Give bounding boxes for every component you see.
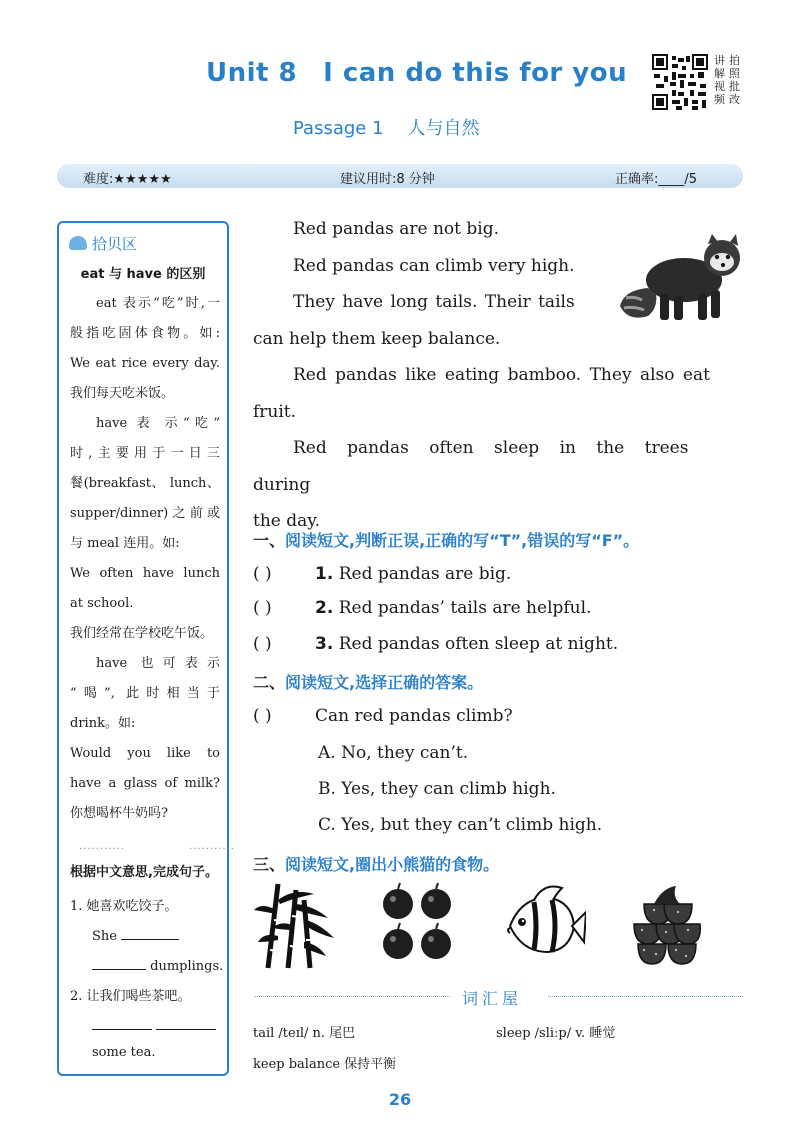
qr-code-icon[interactable] (652, 54, 708, 110)
note-line: eat 表示“吃”时,一 (96, 296, 220, 311)
qr-caption: 讲 拍 解 照 视 批 频 改 (714, 54, 740, 106)
passage-line: can help them keep balance. (253, 328, 501, 349)
note-line: 时,主要用于一日三 (70, 446, 220, 461)
note-line: We often have lunch (70, 566, 220, 581)
fish-image[interactable] (504, 880, 586, 966)
section-1-heading: 一、阅读短文,判断正误,正确的写“T”,错误的写“F”。 (253, 531, 640, 550)
answer-blank[interactable] (121, 925, 179, 940)
task-2-line-b: some tea. (92, 1045, 156, 1060)
passage-line: Red pandas are not big. (293, 219, 500, 239)
passage-line: Red pandas like eating bamboo. They also eat (293, 365, 710, 385)
section-2-heading: 二、阅读短文,选择正确的答案。 (253, 673, 484, 692)
note-line: 我们每天吃米饭。 (70, 386, 175, 401)
note-line: 般指吃固体食物。如: (70, 326, 220, 341)
vocab-divider-right (548, 996, 743, 997)
question-3: ( ) 3. Red pandas often sleep at night. (253, 634, 619, 654)
page-number: 26 (388, 1090, 412, 1109)
note-line: have 表 示“吃” (96, 416, 220, 431)
strawberries-image[interactable] (632, 880, 702, 966)
answer-bracket[interactable]: ( ) (253, 598, 272, 618)
option-b[interactable]: B. Yes, they can climb high. (318, 779, 556, 799)
answer-blank[interactable] (156, 1015, 216, 1030)
passage-title (293, 114, 480, 140)
tips-sidebar (57, 221, 235, 1076)
note-line: “喝”, 此时相当于 (70, 686, 220, 701)
task-1-line-a: She (92, 925, 179, 944)
option-a[interactable]: A. No, they can’t. (318, 743, 469, 763)
suggested-time: 建议用时:8 分钟 (340, 172, 435, 187)
fruit-image[interactable] (380, 880, 456, 966)
question-4: ( ) Can red pandas climb? (253, 706, 513, 726)
note-line: have 也可表示 (96, 656, 220, 671)
bamboo-image[interactable] (254, 880, 336, 970)
passage-line: the day. (253, 511, 321, 531)
vocab-item-keep-balance: keep balance 保持平衡 (253, 1057, 397, 1072)
answer-blank[interactable] (92, 1015, 152, 1030)
passage-line: fruit. (253, 401, 297, 422)
note-line: have a glass of milk? (70, 776, 220, 791)
note-line: drink。如: (70, 716, 136, 731)
unit-title (206, 58, 627, 88)
question-1: ( ) 1. Red pandas are big. (253, 564, 512, 584)
answer-bracket[interactable]: ( ) (253, 564, 272, 584)
question-2: ( ) 2. Red pandas’ tails are helpful. (253, 598, 592, 618)
vocab-item-tail: tail /teɪl/ n. 尾巴 (253, 1026, 356, 1041)
sidebar-heading: 拾贝区 (69, 233, 137, 254)
red-panda-illustration (614, 228, 744, 328)
task-2-line-a (92, 1015, 216, 1034)
answer-bracket[interactable]: ( ) (253, 706, 272, 726)
shell-icon (69, 236, 87, 250)
passage-line: Red pandas can climb very high. (293, 255, 575, 276)
difficulty-rating: 难度:★★★★★ (83, 172, 172, 187)
section-3-heading: 三、阅读短文,圈出小熊猫的食物。 (253, 855, 500, 874)
accuracy-field[interactable]: 正确率:____/5 (615, 172, 698, 187)
note-line: at school. (70, 596, 134, 611)
passage-number: Passage 1 (293, 118, 384, 139)
task-1-line-b: dumplings. (92, 955, 223, 974)
sidebar-notes (70, 289, 220, 829)
note-line: 你想喝杯牛奶吗? (70, 806, 168, 821)
vocab-item-sleep: sleep /sliːp/ v. 睡觉 (496, 1026, 616, 1041)
answer-bracket[interactable]: ( ) (253, 634, 272, 654)
note-line: We eat rice every day. (70, 356, 220, 371)
option-c[interactable]: C. Yes, but they can’t climb high. (318, 815, 603, 835)
note-line: Would you like to (70, 746, 220, 761)
sidebar-task: 根据中文意思,完成句子。 (70, 865, 218, 880)
unit-number: Unit 8 (206, 58, 298, 88)
passage-theme: 人与自然 (407, 118, 480, 139)
sidebar-subheading: eat 与 have 的区别 (80, 267, 206, 282)
task-2-prompt: 2. 让我们喝些茶吧。 (70, 989, 191, 1004)
info-bar (57, 164, 743, 188)
divider-dots: ........... (79, 841, 125, 852)
note-line: 与 meal 连用。如: (70, 536, 180, 551)
note-line: 我们经常在学校吃午饭。 (70, 626, 214, 641)
unit-name: I can do this for you (323, 58, 628, 88)
note-line: 餐(breakfast、 lunch、 (70, 476, 220, 491)
divider-dots: ........... (189, 841, 235, 852)
task-1-prompt: 1. 她喜欢吃饺子。 (70, 899, 178, 914)
passage-line: They have long tails. Their tails (293, 292, 575, 312)
answer-blank[interactable] (92, 955, 146, 970)
note-line: supper/dinner)之前或 (70, 506, 220, 521)
vocab-divider-left (255, 996, 450, 997)
vocab-heading: 词汇屋 (462, 989, 523, 1008)
passage-line: Red pandas often sleep in the trees during (253, 438, 689, 495)
